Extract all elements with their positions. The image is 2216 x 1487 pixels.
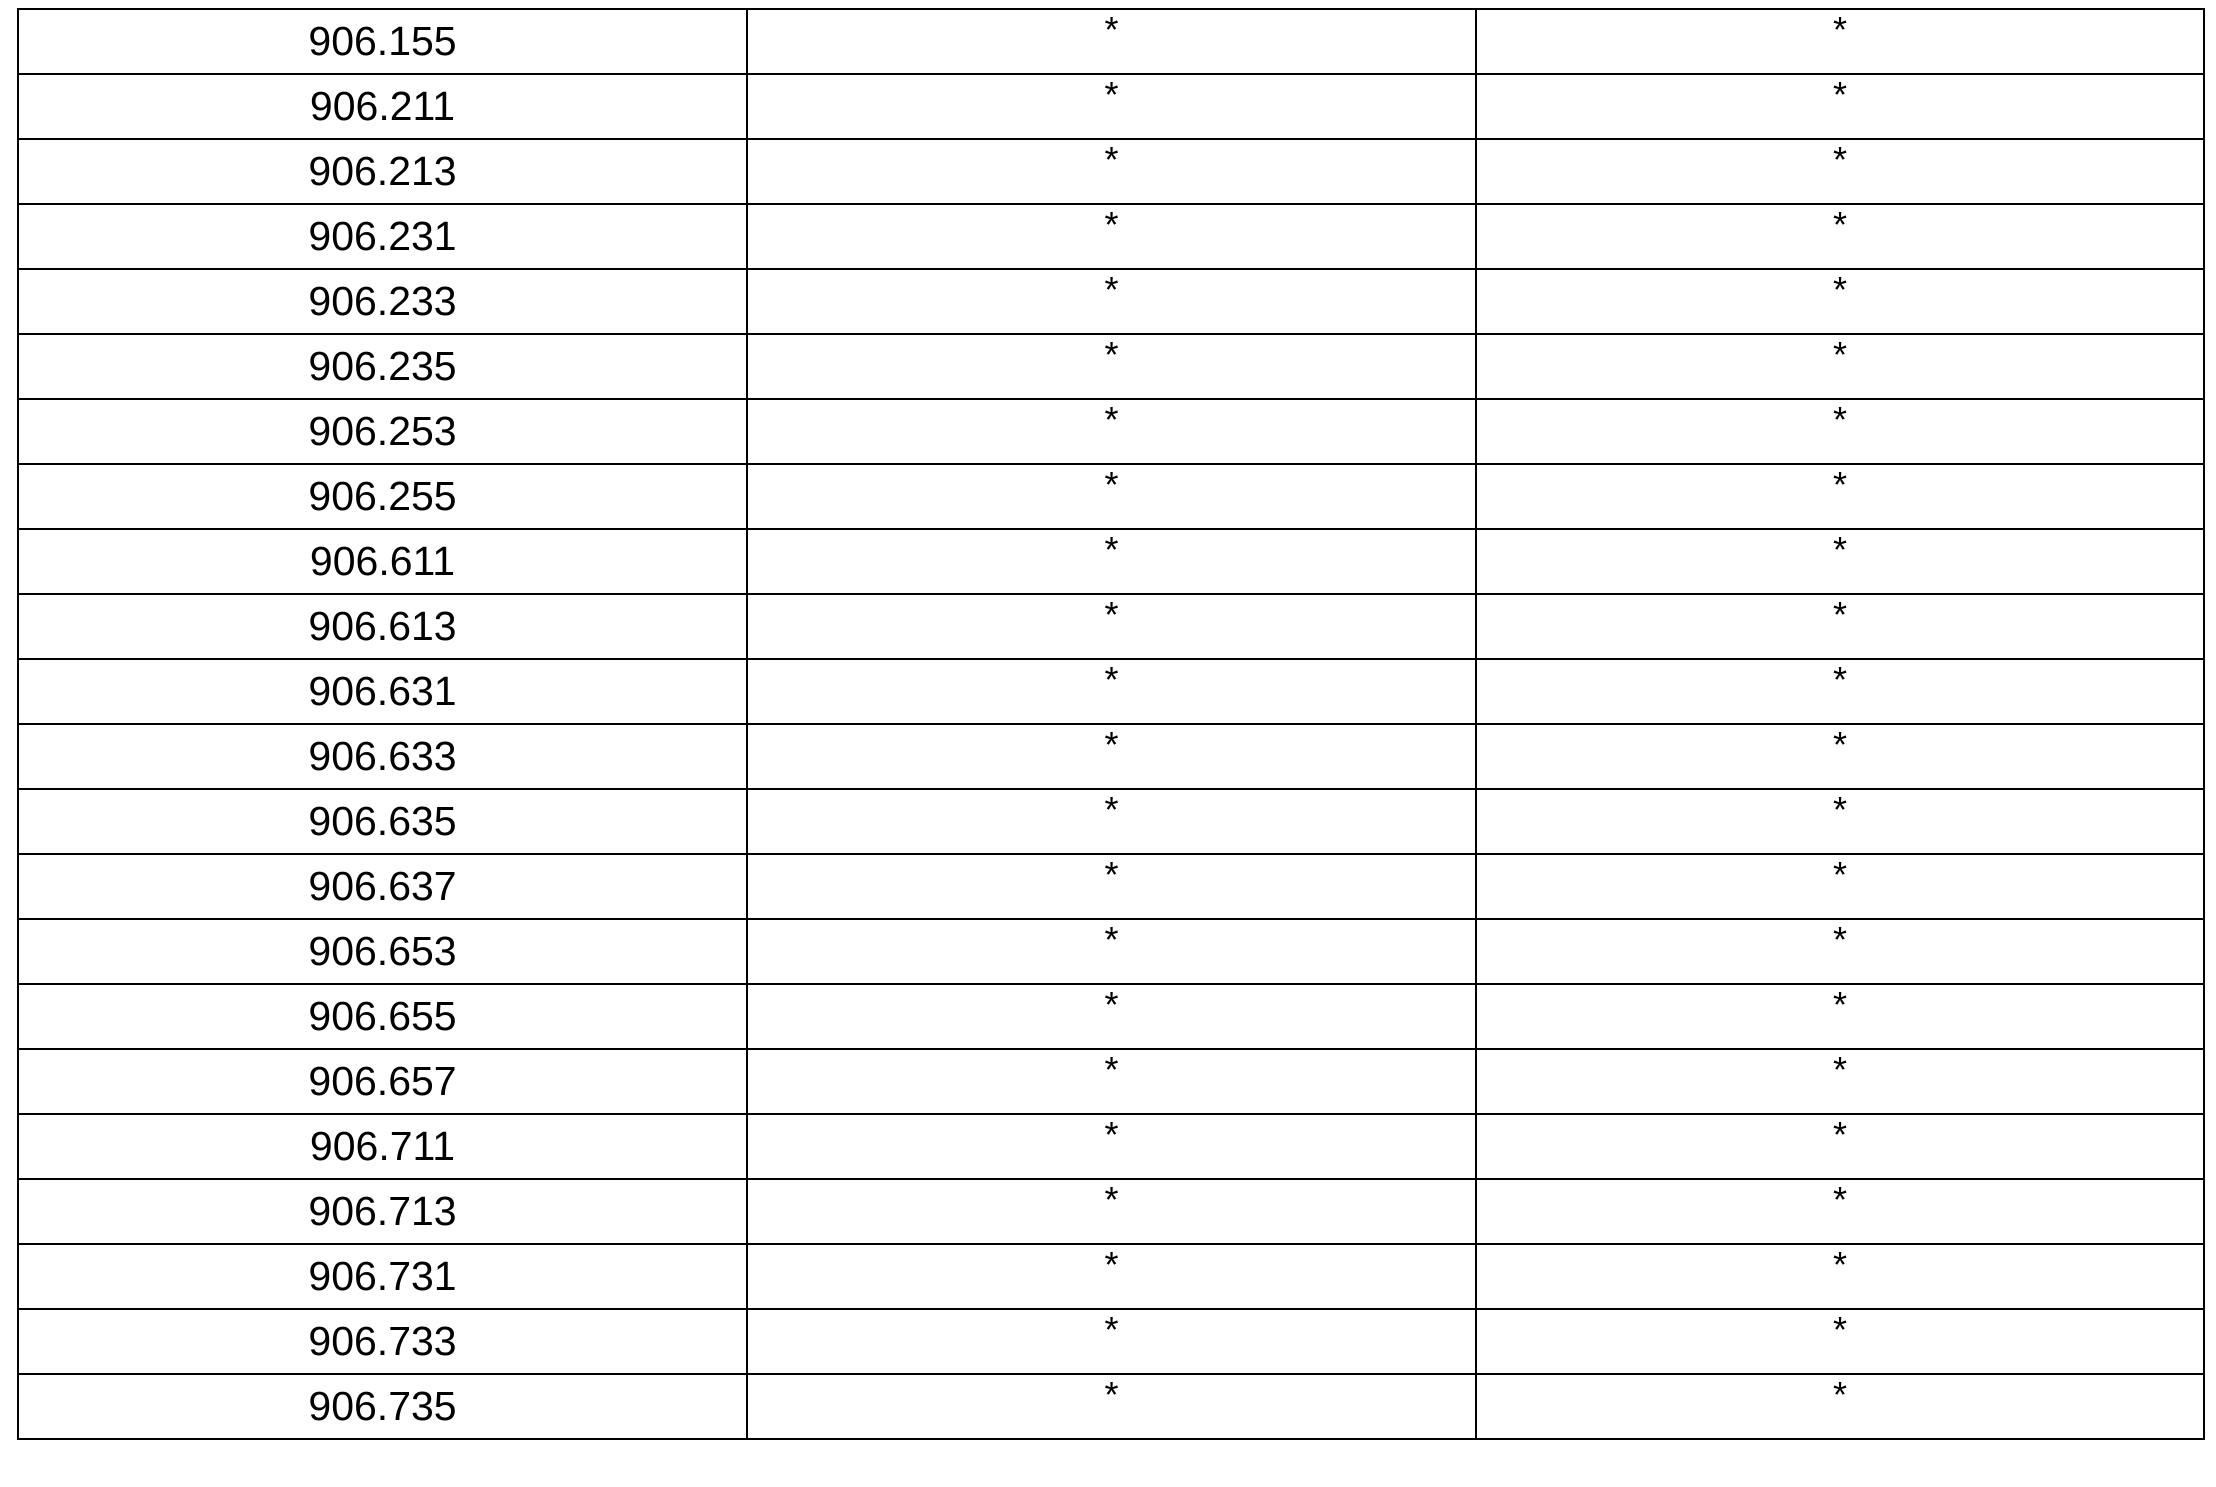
asterisk-mark: * [1832, 463, 1847, 505]
table-row [18, 529, 2204, 594]
asterisk-mark: * [1832, 723, 1847, 765]
asterisk-mark: * [1832, 1243, 1847, 1285]
code-cell: 906.653 [18, 919, 747, 984]
asterisk-cell [1476, 919, 2204, 984]
asterisk-cell [747, 269, 1476, 334]
asterisk-cell [1476, 139, 2204, 204]
table-row [18, 1244, 2204, 1309]
asterisk-cell [1476, 854, 2204, 919]
code-cell: 906.711 [18, 1114, 747, 1179]
table-row [18, 789, 2204, 854]
asterisk-cell [1476, 269, 2204, 334]
asterisk-cell [1476, 724, 2204, 789]
asterisk-cell [747, 1309, 1476, 1374]
table-row [18, 204, 2204, 269]
code-cell: 906.637 [18, 854, 747, 919]
code-cell: 906.231 [18, 204, 747, 269]
table-row [18, 1309, 2204, 1374]
asterisk-cell [747, 204, 1476, 269]
asterisk-mark: * [1104, 398, 1119, 440]
asterisk-cell [1476, 1374, 2204, 1439]
asterisk-cell [747, 659, 1476, 724]
asterisk-mark: * [1104, 593, 1119, 635]
asterisk-mark: * [1832, 593, 1847, 635]
asterisk-cell [747, 464, 1476, 529]
asterisk-cell [1476, 9, 2204, 74]
asterisk-mark: * [1832, 138, 1847, 180]
asterisk-mark: * [1104, 528, 1119, 570]
asterisk-cell [747, 1114, 1476, 1179]
asterisk-mark: * [1104, 1178, 1119, 1220]
table-row [18, 1374, 2204, 1439]
asterisk-mark: * [1832, 658, 1847, 700]
asterisk-mark: * [1832, 8, 1847, 50]
asterisk-cell [747, 919, 1476, 984]
asterisk-mark: * [1104, 1243, 1119, 1285]
code-cell: 906.657 [18, 1049, 747, 1114]
asterisk-cell [747, 334, 1476, 399]
code-cell: 906.213 [18, 139, 747, 204]
asterisk-cell [747, 854, 1476, 919]
table-row [18, 269, 2204, 334]
asterisk-cell [1476, 1244, 2204, 1309]
asterisk-cell [1476, 659, 2204, 724]
asterisk-mark: * [1832, 788, 1847, 830]
asterisk-mark: * [1832, 268, 1847, 310]
asterisk-cell [747, 1049, 1476, 1114]
code-cell: 906.233 [18, 269, 747, 334]
table-row [18, 139, 2204, 204]
table-row [18, 1179, 2204, 1244]
asterisk-cell [747, 529, 1476, 594]
asterisk-cell [1476, 74, 2204, 139]
code-cell: 906.713 [18, 1179, 747, 1244]
asterisk-cell [747, 984, 1476, 1049]
asterisk-mark: * [1104, 1113, 1119, 1155]
code-cell: 906.635 [18, 789, 747, 854]
asterisk-cell [747, 9, 1476, 74]
asterisk-cell [747, 724, 1476, 789]
code-cell: 906.631 [18, 659, 747, 724]
code-cell: 906.735 [18, 1374, 747, 1439]
table-row [18, 1049, 2204, 1114]
code-cell: 906.633 [18, 724, 747, 789]
asterisk-mark: * [1104, 983, 1119, 1025]
asterisk-cell [1476, 529, 2204, 594]
code-cell: 906.655 [18, 984, 747, 1049]
asterisk-mark: * [1104, 463, 1119, 505]
table-row [18, 659, 2204, 724]
table-row [18, 74, 2204, 139]
asterisk-mark: * [1832, 73, 1847, 115]
asterisk-mark: * [1832, 1308, 1847, 1350]
asterisk-cell [1476, 1179, 2204, 1244]
asterisk-cell [747, 399, 1476, 464]
asterisk-mark: * [1832, 918, 1847, 960]
asterisk-cell [747, 74, 1476, 139]
table-row [18, 919, 2204, 984]
asterisk-mark: * [1104, 723, 1119, 765]
asterisk-cell [1476, 1309, 2204, 1374]
asterisk-mark: * [1104, 138, 1119, 180]
table-row [18, 724, 2204, 789]
asterisk-mark: * [1832, 333, 1847, 375]
table-body [18, 9, 2204, 1439]
asterisk-mark: * [1832, 528, 1847, 570]
asterisk-cell [1476, 984, 2204, 1049]
asterisk-cell [1476, 594, 2204, 659]
asterisk-mark: * [1832, 1113, 1847, 1155]
code-cell: 906.253 [18, 399, 747, 464]
table-row [18, 854, 2204, 919]
asterisk-mark: * [1104, 1308, 1119, 1350]
table-row [18, 334, 2204, 399]
asterisk-mark: * [1832, 398, 1847, 440]
asterisk-mark: * [1104, 1373, 1119, 1415]
asterisk-mark: * [1104, 73, 1119, 115]
asterisk-mark: * [1104, 8, 1119, 50]
table-row [18, 464, 2204, 529]
asterisk-mark: * [1104, 333, 1119, 375]
code-cell: 906.611 [18, 529, 747, 594]
asterisk-cell [747, 139, 1476, 204]
code-cell: 906.613 [18, 594, 747, 659]
code-cell: 906.731 [18, 1244, 747, 1309]
code-cell: 906.235 [18, 334, 747, 399]
asterisk-cell [747, 1179, 1476, 1244]
table-row [18, 594, 2204, 659]
asterisk-cell [1476, 789, 2204, 854]
asterisk-cell [747, 1374, 1476, 1439]
code-cell: 906.211 [18, 74, 747, 139]
asterisk-cell [1476, 464, 2204, 529]
asterisk-cell [1476, 1114, 2204, 1179]
asterisk-mark: * [1104, 268, 1119, 310]
asterisk-mark: * [1832, 1373, 1847, 1415]
code-cell: 906.255 [18, 464, 747, 529]
asterisk-mark: * [1104, 658, 1119, 700]
asterisk-mark: * [1104, 1048, 1119, 1090]
asterisk-mark: * [1104, 918, 1119, 960]
code-cell: 906.155 [18, 9, 747, 74]
asterisk-mark: * [1104, 788, 1119, 830]
data-table [17, 8, 2205, 1440]
asterisk-cell [1476, 399, 2204, 464]
asterisk-mark: * [1832, 853, 1847, 895]
table-row [18, 1114, 2204, 1179]
asterisk-mark: * [1832, 983, 1847, 1025]
asterisk-cell [747, 789, 1476, 854]
asterisk-mark: * [1104, 203, 1119, 245]
asterisk-cell [1476, 334, 2204, 399]
asterisk-cell [1476, 1049, 2204, 1114]
table-row [18, 399, 2204, 464]
table-row [18, 9, 2204, 74]
asterisk-mark: * [1104, 853, 1119, 895]
table-row [18, 984, 2204, 1049]
code-cell: 906.733 [18, 1309, 747, 1374]
asterisk-mark: * [1832, 1178, 1847, 1220]
asterisk-cell [747, 1244, 1476, 1309]
asterisk-mark: * [1832, 1048, 1847, 1090]
asterisk-cell [1476, 204, 2204, 269]
asterisk-mark: * [1832, 203, 1847, 245]
asterisk-cell [747, 594, 1476, 659]
